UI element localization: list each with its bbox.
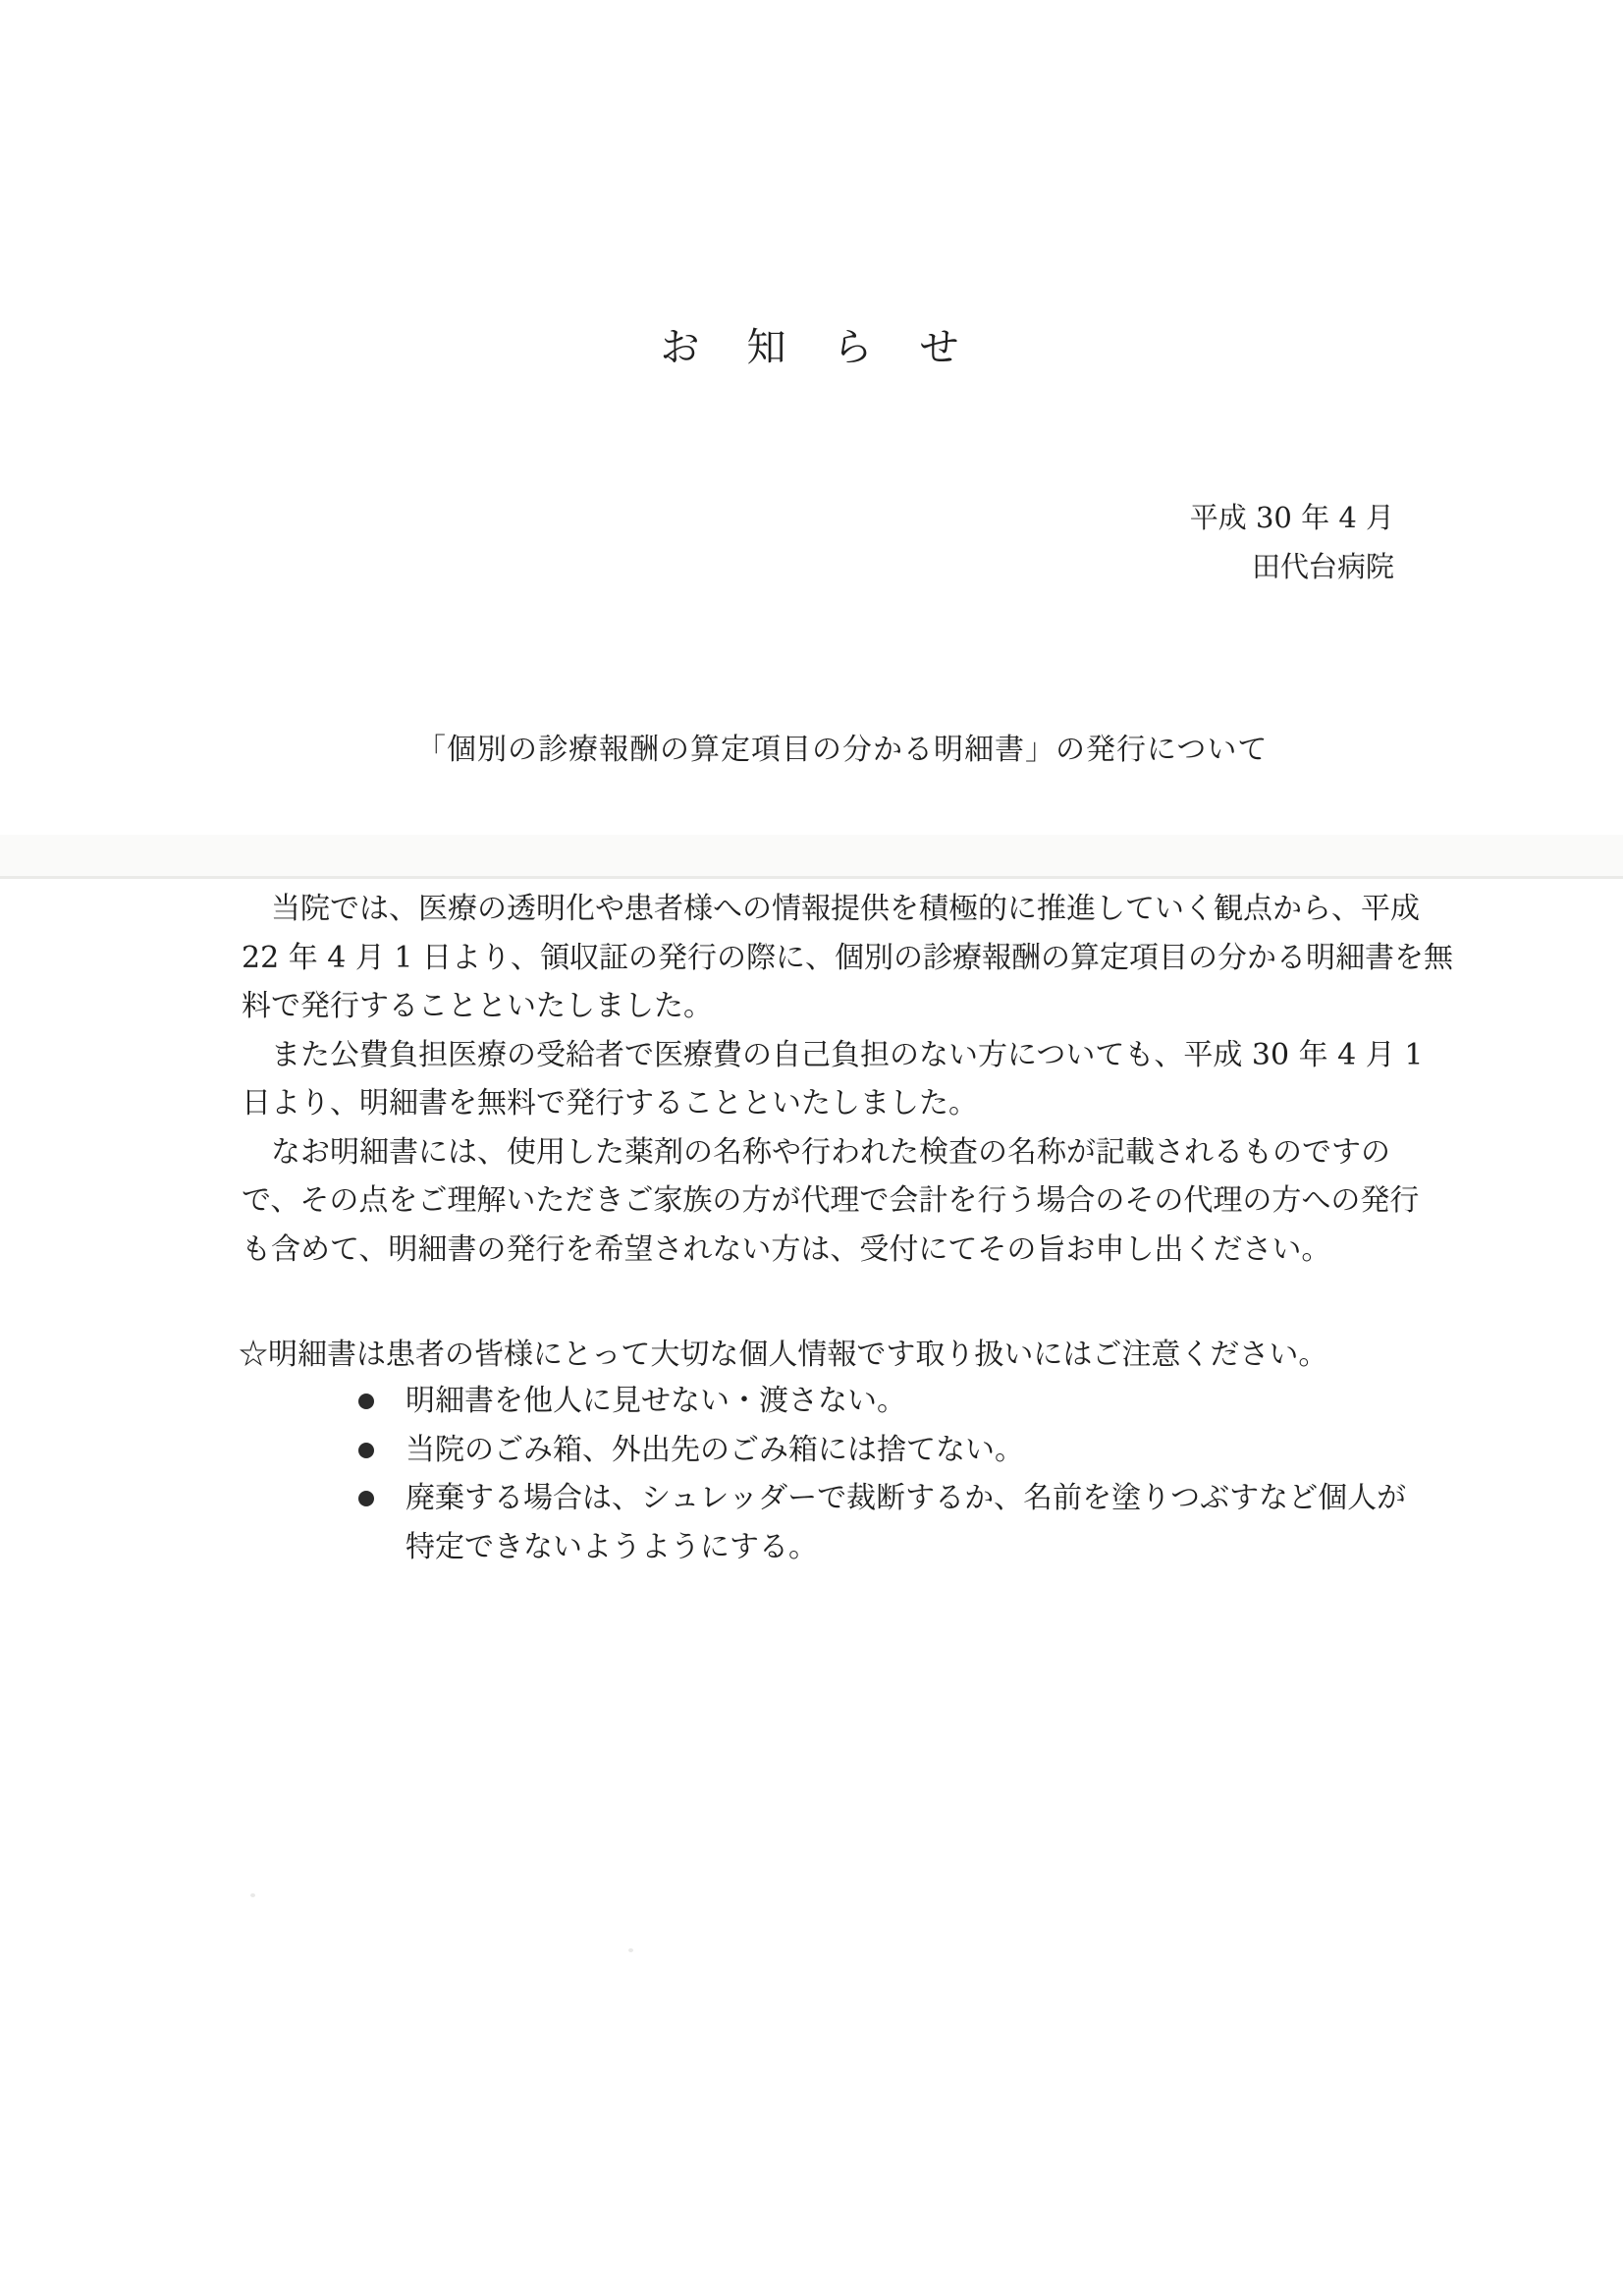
precaution-list: [358, 1377, 1488, 1571]
body-line: 当院では、医療の透明化や患者様への情報提供を積極的に推進していく観点から、平成: [242, 892, 1420, 926]
body-line: も含めて、明細書の発行を希望されない方は、受付にてその旨お申し出ください。: [242, 1231, 1331, 1267]
scan-artifact-band: [0, 835, 1623, 876]
bullet-item: [358, 1426, 1488, 1475]
body-line: また公費負担医療の受給者で医療費の自己負担のない方についても、平成 30 年 4 月 1: [242, 1037, 1424, 1072]
body-line: 日より、明細書を無料で発行することといたしました。: [242, 1086, 978, 1121]
meta-block: [1190, 493, 1394, 591]
bullet-line: 特定できないようようにする。: [406, 1529, 818, 1564]
body-line: 22 年 4 月 1 日より、領収証の発行の際に、個別の診療報酬の算定項目の分かる明細書を無: [242, 940, 1454, 975]
bullet-line: 当院のごみ箱、外出先のごみ箱には捨てない。: [406, 1432, 1024, 1467]
privacy-notice: ☆明細書は患者の皆様にとって大切な個人情報です取り扱いにはご注意ください。: [239, 1338, 1328, 1372]
body-text: [242, 885, 1479, 1274]
scan-artifact-line: [0, 876, 1623, 879]
bullet-line: 明細書を他人に見せない・渡さない。: [406, 1384, 906, 1418]
bullet-item: [358, 1474, 1488, 1571]
issue-date: 平成 30 年 4 月: [1189, 501, 1394, 534]
bullet-dot-icon: [358, 1443, 374, 1458]
issuer-name: 田代台病院: [1251, 550, 1394, 583]
bullet-dot-icon: [358, 1491, 374, 1506]
bullet-item: [358, 1377, 1488, 1426]
scan-speck: [628, 1948, 633, 1952]
scan-speck: [250, 1893, 255, 1897]
body-line: で、その点をご理解いただきご家族の方が代理で会計を行う場合のその代理の方への発行: [242, 1183, 1420, 1218]
body-line: 料で発行することといたしました。: [242, 989, 713, 1023]
bullet-line: 廃棄する場合は、シュレッダーで裁断するか、名前を塗りつぶすなど個人が: [406, 1481, 1407, 1516]
notice-title: お 知 ら せ: [660, 325, 963, 370]
subject-heading: 「個別の診療報酬の算定項目の分かる明細書」の発行について: [416, 733, 1269, 767]
body-line: なお明細書には、使用した薬剤の名称や行われた検査の名称が記載されるものですの: [242, 1134, 1390, 1170]
bullet-dot-icon: [358, 1394, 374, 1409]
